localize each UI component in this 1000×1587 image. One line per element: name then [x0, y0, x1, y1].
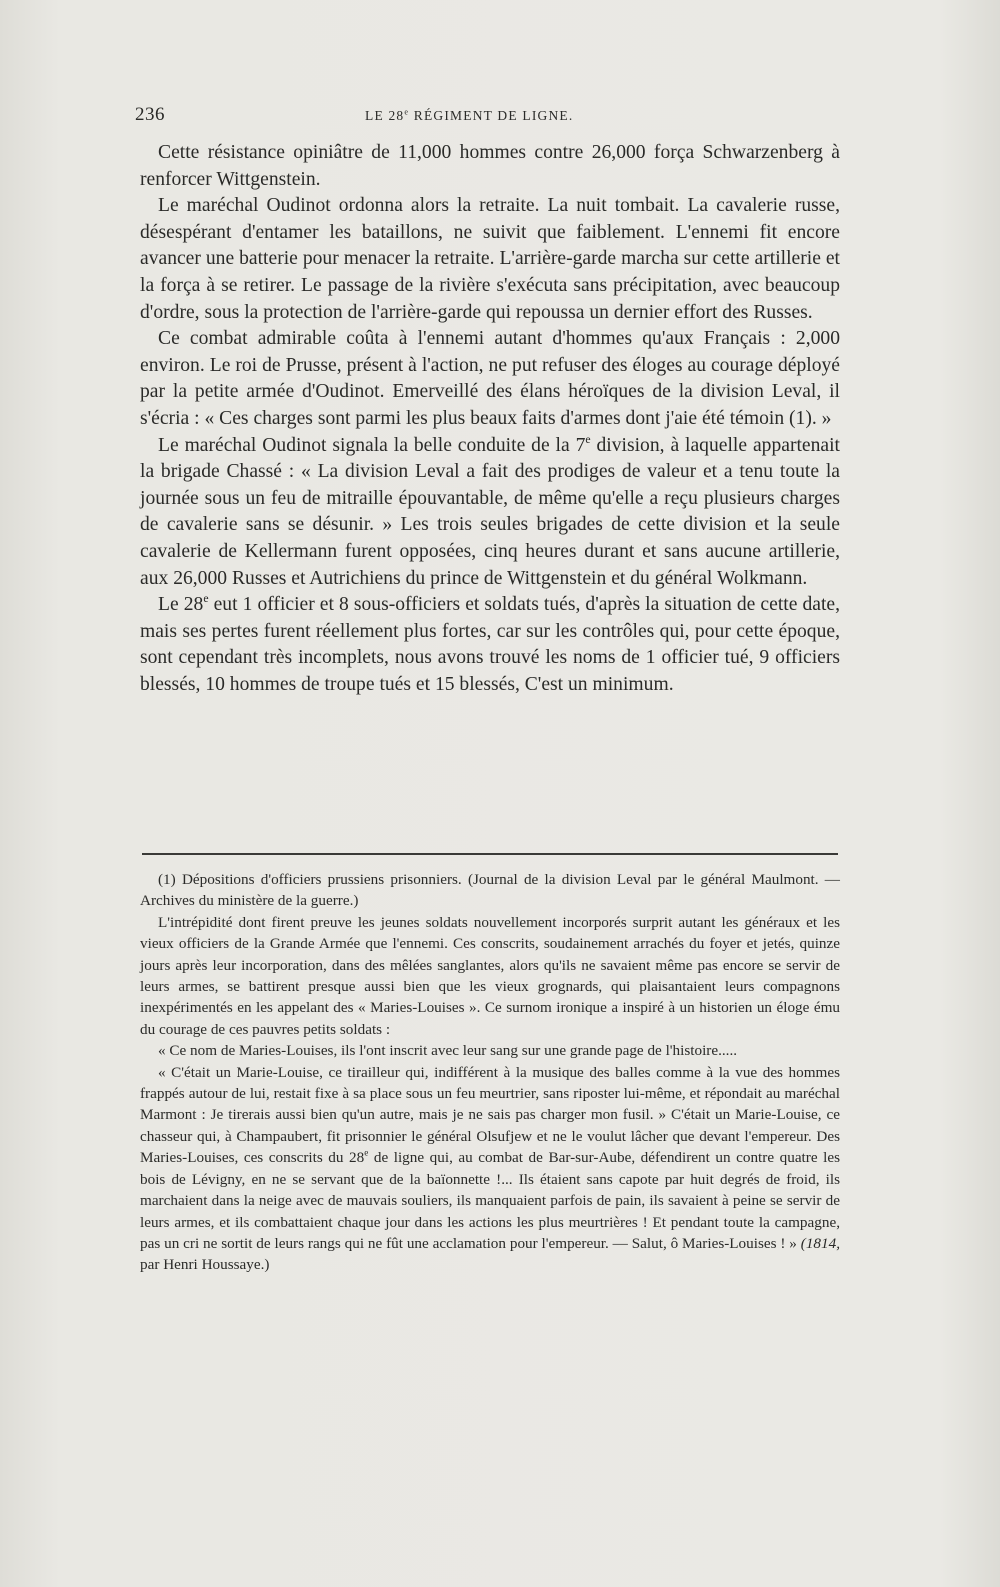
- footnote: (1) Dépositions d'officiers prussiens prisonniers. (Journal de la division Leval par le général Maulmont. — Archives du ministère de la guerre.): [140, 871, 840, 910]
- paragraph: [140, 592, 840, 698]
- footnote-paragraph: [140, 1062, 840, 1276]
- running-title-text: LE 28: [365, 108, 405, 123]
- paragraph: Ce combat admirable coûta à l'ennemi autant d'hommes qu'aux Français : 2,000 environ. Le roi de Prusse, présent à l'action, ne put refuser des éloges au courage déployé par la petite armée d'Oudinot. Emerveillé des élans héroïques de la division Leval, il s'écria : « Ces charges sont parmi les plus beaux faits d'armes dont j'aie été témoin (1). »: [140, 328, 840, 429]
- paragraph-text: Le maréchal Oudinot signala la belle conduite de la 7: [158, 434, 586, 456]
- superscript: e: [203, 591, 209, 605]
- paragraph: Le maréchal Oudinot ordonna alors la retraite. La nuit tombait. La cavalerie russe, désespérant d'entamer les bataillons, ne suivit que faiblement. L'ennemi fit encore avancer une batterie pour menacer la retraite. L'arrière-garde marcha sur cette artillerie et la força à se retirer. Le passage de la rivière s'exécuta sans précipitation, avec beaucoup d'ordre, sous la protection de l'arrière-garde qui repoussa un dernier effort des Russes.: [140, 195, 840, 323]
- footnotes: [140, 869, 840, 1276]
- paragraph-text: division, à laquelle appartenait la brigade Chassé : « La division Leval a fait des prodiges de valeur et a tenu toute la journée sous un feu de mitraille épouvantable, de même qu'elle a reçu plusieurs charges de cavalerie sans se désunir. » Les trois seules brigades de cette division et la seule cavalerie de Kellermann furent opposées, cinq heures durant et sans aucune artillerie, aux 26,000 Russes et Autrichiens du prince de Wittgenstein et du général Wolkmann.: [140, 434, 840, 589]
- running-title-text-end: RÉGIMENT DE LIGNE.: [409, 108, 574, 123]
- body-text: [140, 140, 840, 698]
- footnote-separator: [142, 853, 838, 855]
- paragraph: [140, 433, 840, 593]
- footnote-text: « C'était un Marie-Louise, ce tirailleur qui, indifférent à la musique des balles comme à la vue des hommes frappés autour de lui, restait fixe à sa place sous un feu meurtrier, sans riposter lui-même, et répondait au maréchal Marmont : Je tirerais aussi bien qu'un autre, mais je ne sais pas charger mon fusil. » C'était un Marie-Louise, ce chasseur qui, à Champaubert, fit prisonnier le général Olsufjew et ne le voulut lâcher que devant l'empereur. Des Maries-Louises, ces conscrits du 28: [140, 1063, 840, 1167]
- paragraph: Cette résistance opiniâtre de 11,000 hommes contre 26,000 força Schwarzenberg à renforcer Wittgenstein.: [140, 142, 840, 190]
- page-number: 236: [135, 104, 165, 125]
- footnote-italic-citation: (1814,: [800, 1234, 840, 1252]
- superscript: e: [364, 1147, 369, 1158]
- footnote-text: de ligne qui, au combat de Bar-sur-Aube, défendirent un contre quatre les bois de Lévigny, en ne se servant que de la baïonnette !... Ils étaient sans capote par huit degrés de froid, ils marchaient dans la neige avec de mauvais souliers, ils manquaient parfois de pain, ils savaient à peine se servir de leurs armes, et ils combattaient chaque jour dans les actions les plus meurtrières ! Et pendant toute la campagne, pas un cri ne sortit de leurs rangs qui ne fût une acclamation pour l'empereur. — Salut, ô Maries-Louises ! »: [140, 1149, 841, 1252]
- superscript: e: [585, 432, 591, 446]
- paragraph-text: eut 1 officier et 8 sous-officiers et soldats tués, d'après la situation de cette date, mais ses pertes furent réellement plus fortes, car sur les contrôles qui, pour cette époque, sont cependant très incomplets, nous avons trouvé les noms de 1 officier tué, 9 officiers blessés, 10 hommes de troupe tués et 15 blessés, C'est un minimum.: [140, 594, 840, 695]
- paragraph-text: Le 28: [158, 594, 204, 616]
- footnote-paragraph: « Ce nom de Maries-Louises, ils l'ont inscrit avec leur sang sur une grande page de l'histoire.....: [158, 1042, 738, 1060]
- running-title: [365, 108, 573, 124]
- running-head: [135, 104, 835, 126]
- footnote-paragraph: L'intrépidité dont firent preuve les jeunes soldats nouvellement incorporés surprit autant les généraux et les vieux officiers de la Grande Armée que l'ennemi. Ces conscrits, soudainement arrachés du foyer et jetés, quinze jours après leur incorporation, dans des mêlées sanglantes, alors qu'ils ne savaient même pas encore se servir de leurs armes, se battirent presque aussi bien que les vieux grognards, qui plaisantaient leurs compagnons inexpérimentés en les appelant des « Maries-Louises ». Ce surnom ironique a inspiré à un historien un éloge ému du courage de ces pauvres petits soldats :: [140, 913, 840, 1038]
- footnote-text: par Henri Houssaye.): [140, 1256, 270, 1274]
- running-title-superscript: e: [404, 107, 410, 117]
